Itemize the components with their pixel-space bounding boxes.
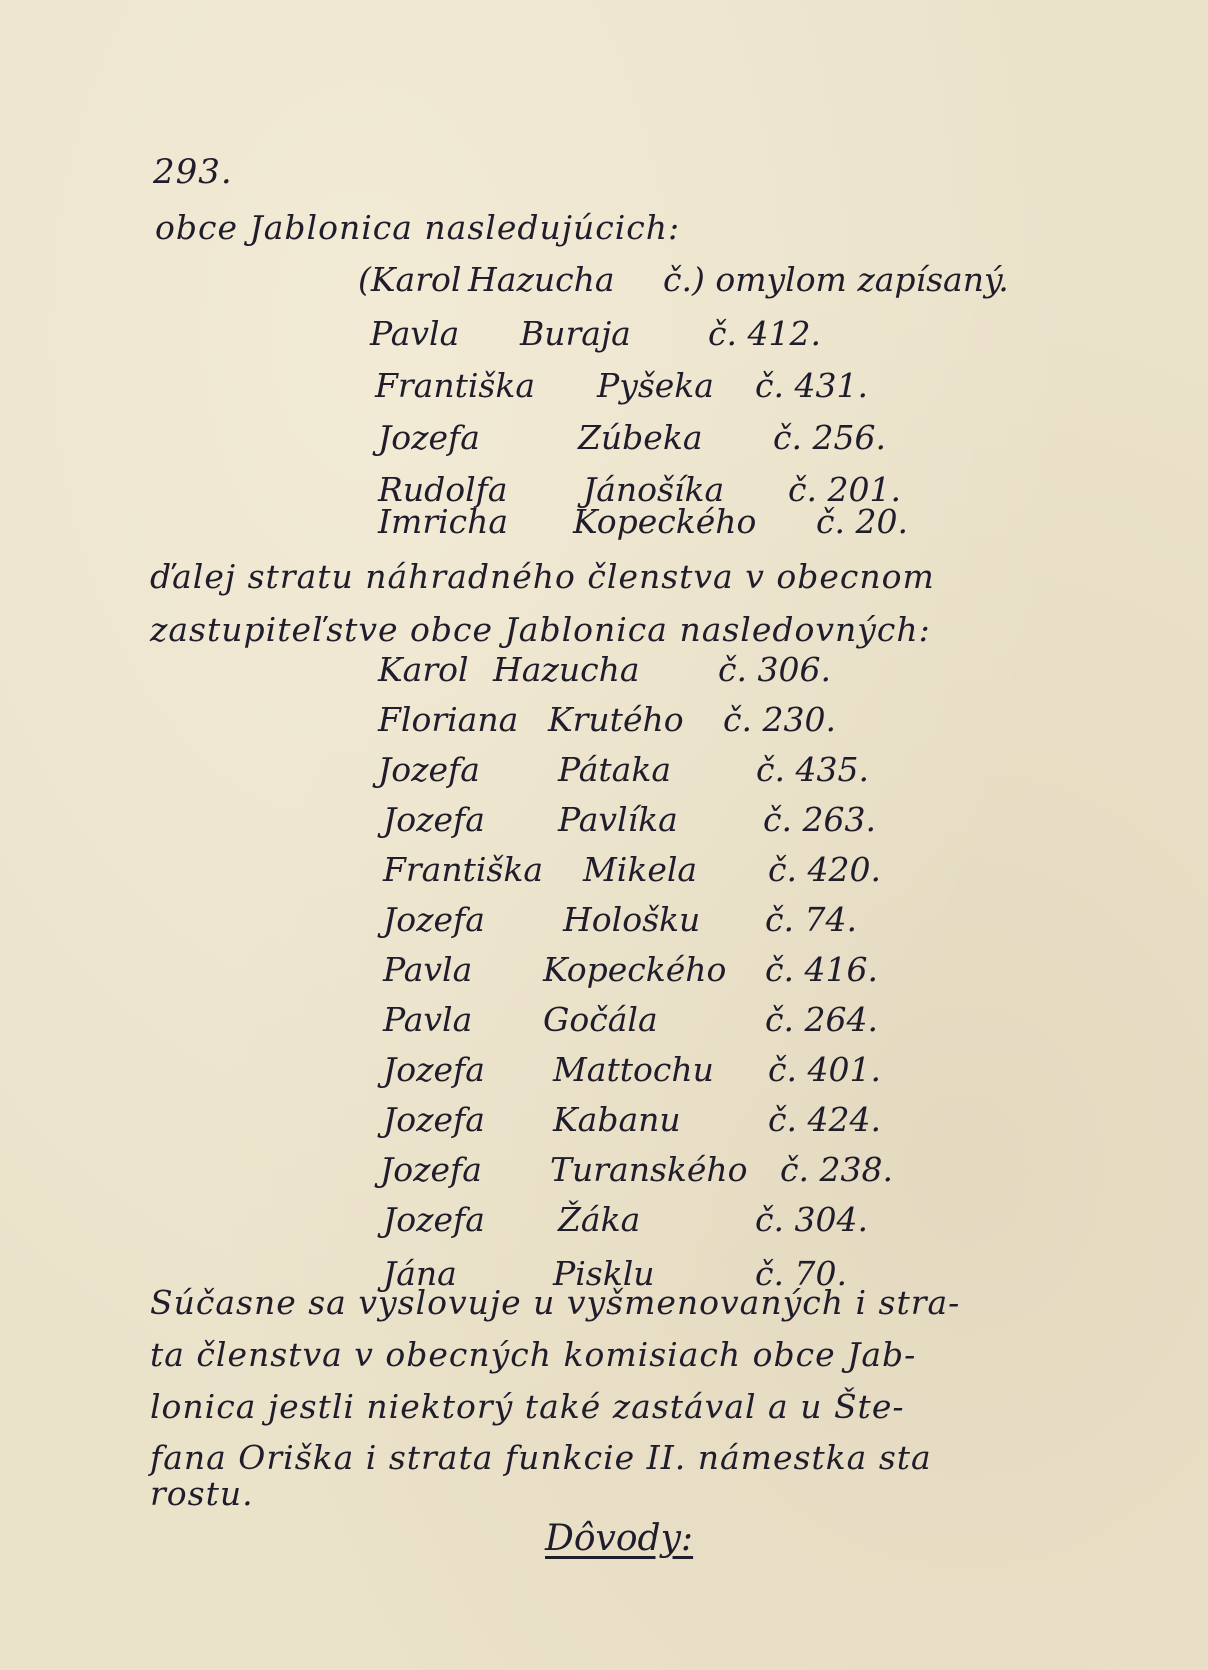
house-number: č. 431. xyxy=(755,366,868,405)
surname: Pátaka xyxy=(558,750,672,789)
surname: Hazucha xyxy=(493,650,640,689)
given-name: (Karol xyxy=(358,260,462,299)
house-number: č. 304. xyxy=(755,1200,868,1239)
surname: Pyšeka xyxy=(597,366,714,405)
list-item xyxy=(378,418,1078,458)
surname: Kopeckého xyxy=(543,950,727,989)
surname: Mattochu xyxy=(553,1050,714,1089)
list-item xyxy=(380,1150,1080,1190)
surname: Kopeckého xyxy=(573,502,757,541)
list-item xyxy=(383,1000,1083,1040)
given-name: Jozefa xyxy=(383,1100,485,1139)
given-name: Jozefa xyxy=(383,900,485,939)
list-item xyxy=(383,900,1083,940)
surname: Gočála xyxy=(543,1000,658,1039)
house-number: č. 201. xyxy=(788,470,901,509)
text-line: fana Oriška i strata funkcie II. námestka sta xyxy=(150,1438,932,1477)
list-item xyxy=(378,700,1078,740)
given-name: Jozefa xyxy=(383,800,485,839)
house-number: č. 424. xyxy=(768,1100,881,1139)
surname: Hološku xyxy=(563,900,701,939)
text-line: ta členstva v obecných komisiach obce Jab- xyxy=(150,1335,917,1374)
house-number: č. 306. xyxy=(718,650,831,689)
list-item xyxy=(378,650,1078,690)
house-number: č. 264. xyxy=(765,1000,878,1039)
given-name: Františka xyxy=(375,366,536,405)
list-item xyxy=(378,502,1078,542)
given-name: Jozefa xyxy=(383,1050,485,1089)
list-item xyxy=(383,950,1083,990)
house-number: č. 70. xyxy=(755,1254,847,1293)
text-line: Súčasne sa vyslovuje u vyšmenovaných i stra- xyxy=(150,1283,961,1322)
given-name: Floriana xyxy=(378,700,519,739)
surname: Hazucha xyxy=(468,260,615,299)
section-heading: Dôvody: xyxy=(545,1518,694,1559)
surname: Jánošíka xyxy=(583,470,725,509)
surname: Krutého xyxy=(548,700,684,739)
list-item xyxy=(370,314,1070,354)
house-number: č. 230. xyxy=(723,700,836,739)
intro-line: obce Jablonica nasledujúcich: xyxy=(155,208,681,247)
text-line: zastupiteľstve obce Jablonica nasledovných: xyxy=(150,610,931,649)
surname: Zúbeka xyxy=(578,418,703,457)
house-number: č. 420. xyxy=(768,850,881,889)
given-name: Pavla xyxy=(370,314,460,353)
house-number: č.) omylom zapísaný. xyxy=(663,260,1009,299)
list-item xyxy=(383,1050,1083,1090)
page-number: 293. xyxy=(153,152,233,192)
list-item xyxy=(383,1100,1083,1140)
given-name: Jozefa xyxy=(378,750,480,789)
list-item xyxy=(383,800,1083,840)
surname: Pisklu xyxy=(553,1254,655,1293)
surname: Buraja xyxy=(520,314,631,353)
surname: Žáka xyxy=(558,1200,641,1239)
given-name: Pavla xyxy=(383,950,473,989)
house-number: č. 416. xyxy=(765,950,878,989)
given-name: Jozefa xyxy=(383,1200,485,1239)
house-number: č. 401. xyxy=(768,1050,881,1089)
text-line: lonica jestli niektorý také zastával a u Šte- xyxy=(150,1387,905,1426)
given-name: Karol xyxy=(378,650,469,689)
text-line: ďalej stratu náhradného členstva v obecnom xyxy=(150,557,935,596)
text-line: rostu. xyxy=(150,1474,254,1513)
surname: Mikela xyxy=(583,850,698,889)
given-name: Rudolfa xyxy=(378,470,508,509)
list-item xyxy=(378,750,1078,790)
surname: Turanského xyxy=(550,1150,748,1189)
house-number: č. 256. xyxy=(773,418,886,457)
house-number: č. 412. xyxy=(708,314,821,353)
list-item xyxy=(383,1200,1083,1240)
given-name: Jána xyxy=(383,1254,457,1293)
list-item xyxy=(358,260,1118,300)
surname: Kabanu xyxy=(553,1100,681,1139)
list-item xyxy=(375,366,1075,406)
given-name: Imricha xyxy=(378,502,509,541)
house-number: č. 238. xyxy=(780,1150,893,1189)
given-name: Pavla xyxy=(383,1000,473,1039)
house-number: č. 20. xyxy=(816,502,908,541)
house-number: č. 263. xyxy=(763,800,876,839)
given-name: Františka xyxy=(383,850,544,889)
house-number: č. 435. xyxy=(756,750,869,789)
given-name: Jozefa xyxy=(378,418,480,457)
list-item xyxy=(383,850,1083,890)
house-number: č. 74. xyxy=(765,900,857,939)
given-name: Jozefa xyxy=(380,1150,482,1189)
surname: Pavlíka xyxy=(558,800,678,839)
